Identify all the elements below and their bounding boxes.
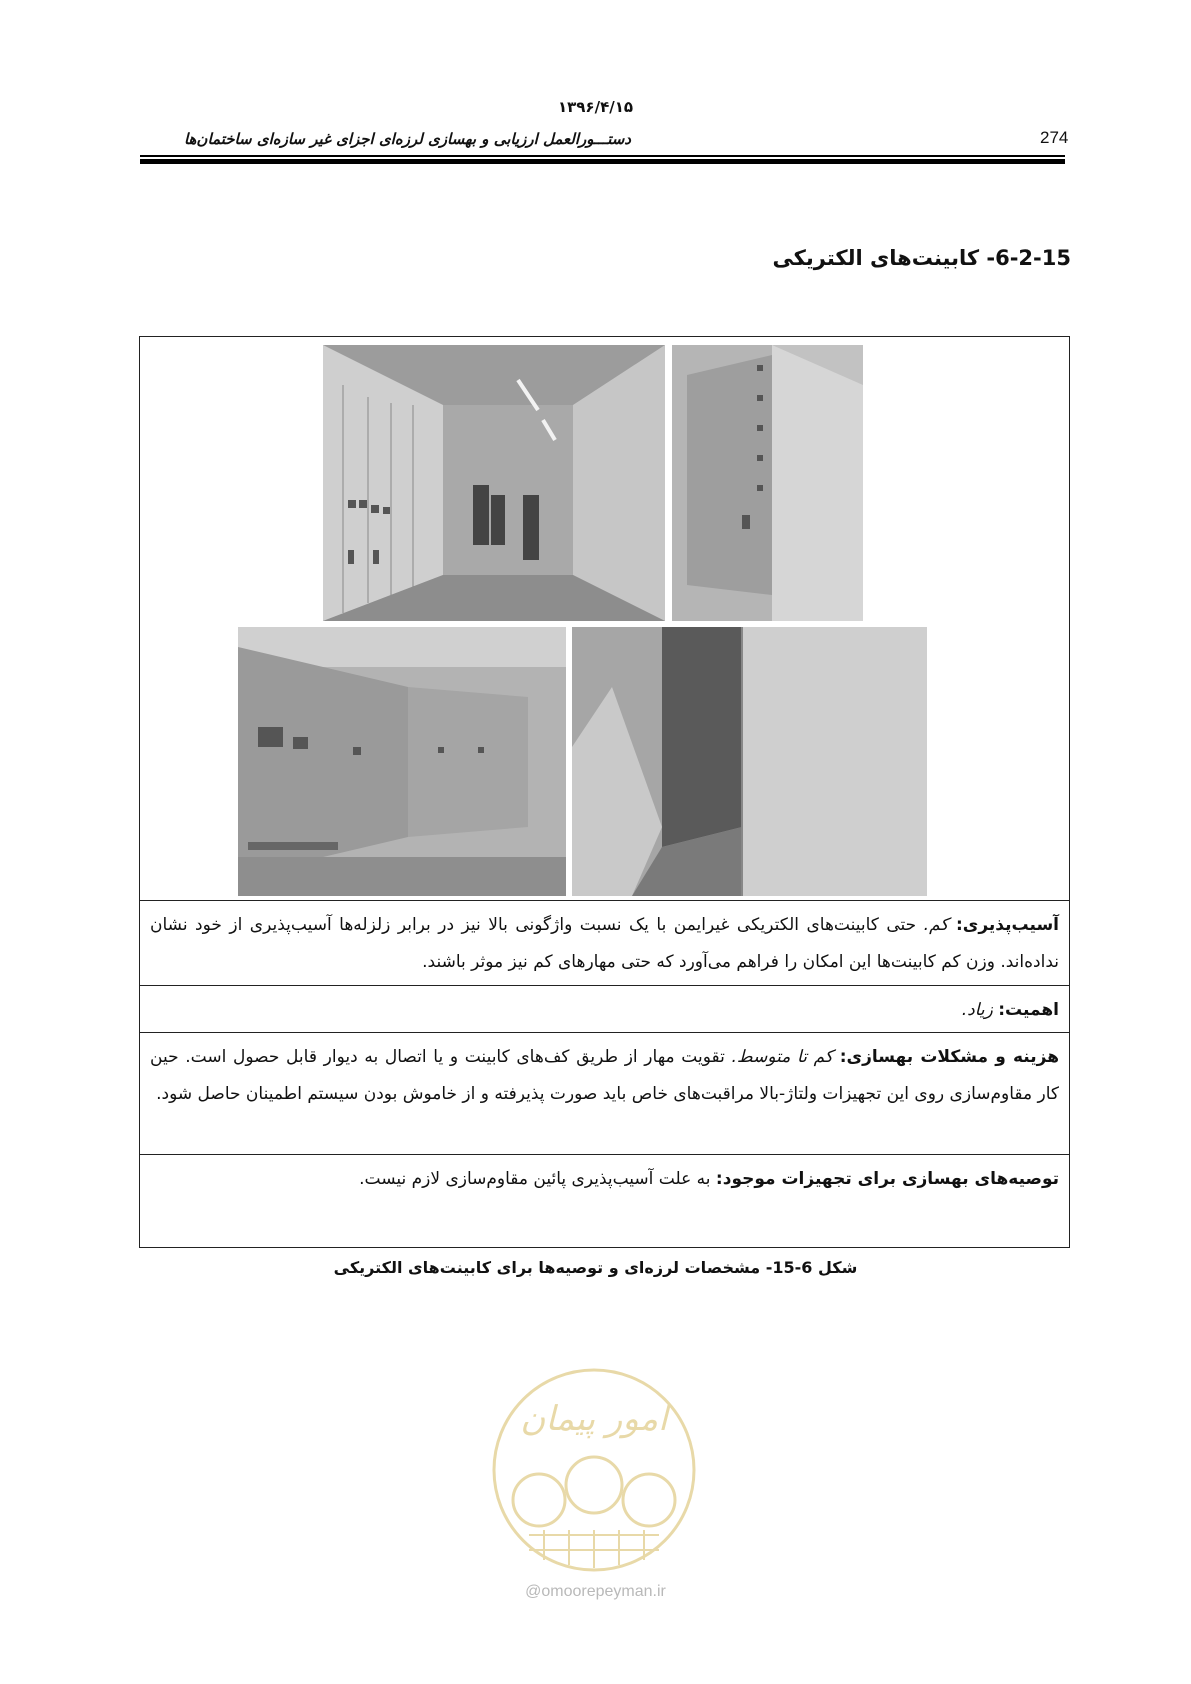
row-vulnerability — [140, 901, 1069, 986]
cabinet-base-photo-image — [572, 627, 927, 896]
header-date: ۱۳۹۶/۴/۱۵ — [557, 98, 634, 116]
figure-table — [139, 336, 1070, 1248]
row-importance — [140, 986, 1069, 1033]
recommendations-text: به علت آسیب‌پذیری پائین مقاوم‌سازی لازم نیست. — [359, 1169, 716, 1189]
cost-label: هزینه و مشکلات بهسازی: — [839, 1047, 1059, 1067]
header-title: دستـــورالعمل ارزیابی و بهسازی لرزه‌ای اجزای غیر سازه‌ای ساختمان‌ها — [183, 130, 631, 148]
cabinet-room-photo-image — [238, 627, 566, 896]
header-rule-thin — [140, 155, 1065, 157]
header-rule-thick — [140, 159, 1065, 164]
page-number: 274 — [1040, 128, 1069, 147]
vulnerability-label: آسیب‌پذیری: — [955, 915, 1059, 935]
watermark-stamp — [484, 1360, 704, 1580]
svg-text:امور پیمان: امور پیمان — [520, 1399, 668, 1439]
cabinet-base-photo — [572, 627, 927, 896]
photo-panel — [140, 337, 1069, 901]
corridor-photo-image — [323, 345, 665, 621]
cost-text: تقویت مهار از طریق کف‌های کابینت و یا اتصال به دیوار قابل حصول است. حین کار مقاوم‌سازی روی این تجهیزات ولتاژ-بالا مراقبت‌های خاص باید صورت پذیرفته و از خاموش بودن سیستم اطمینان حاصل شود. — [150, 1047, 1059, 1104]
vulnerability-text: حتی کابینت‌های الکتریکی غیرایمن با یک نسبت واژگونی بالا نیز در برابر زلزله‌ها آسیب‌پذیری از خود نشان نداده‌اند. وزن کم کابینت‌ها این امکان را فراهم می‌آورد که حتی مهارهای کم نیز موثر باشند. — [150, 915, 1059, 972]
cabinet-side-photo — [672, 345, 863, 621]
stamp-logo-icon — [484, 1360, 704, 1580]
recommendations-label: توصیه‌های بهسازی برای تجهیزات موجود: — [715, 1169, 1059, 1189]
importance-level: زیاد. — [961, 1000, 999, 1020]
row-cost-difficulty — [140, 1033, 1069, 1155]
cabinet-side-photo-image — [672, 345, 863, 621]
importance-label: اهمیت: — [998, 1000, 1059, 1020]
vulnerability-level: کم. — [923, 915, 956, 935]
corridor-photo — [323, 345, 665, 621]
cost-level: کم تا متوسط. — [731, 1047, 840, 1067]
cabinet-room-photo — [238, 627, 566, 896]
watermark-site: @omoorepeyman.ir — [525, 1583, 666, 1600]
section-title: 6-2-15- کابینت‌های الکتریکی — [772, 246, 1071, 270]
figure-caption: شکل 6-15- مشخصات لرزه‌ای و توصیه‌ها برای کابینت‌های الکتریکی — [333, 1258, 858, 1277]
row-recommendations — [140, 1155, 1069, 1201]
